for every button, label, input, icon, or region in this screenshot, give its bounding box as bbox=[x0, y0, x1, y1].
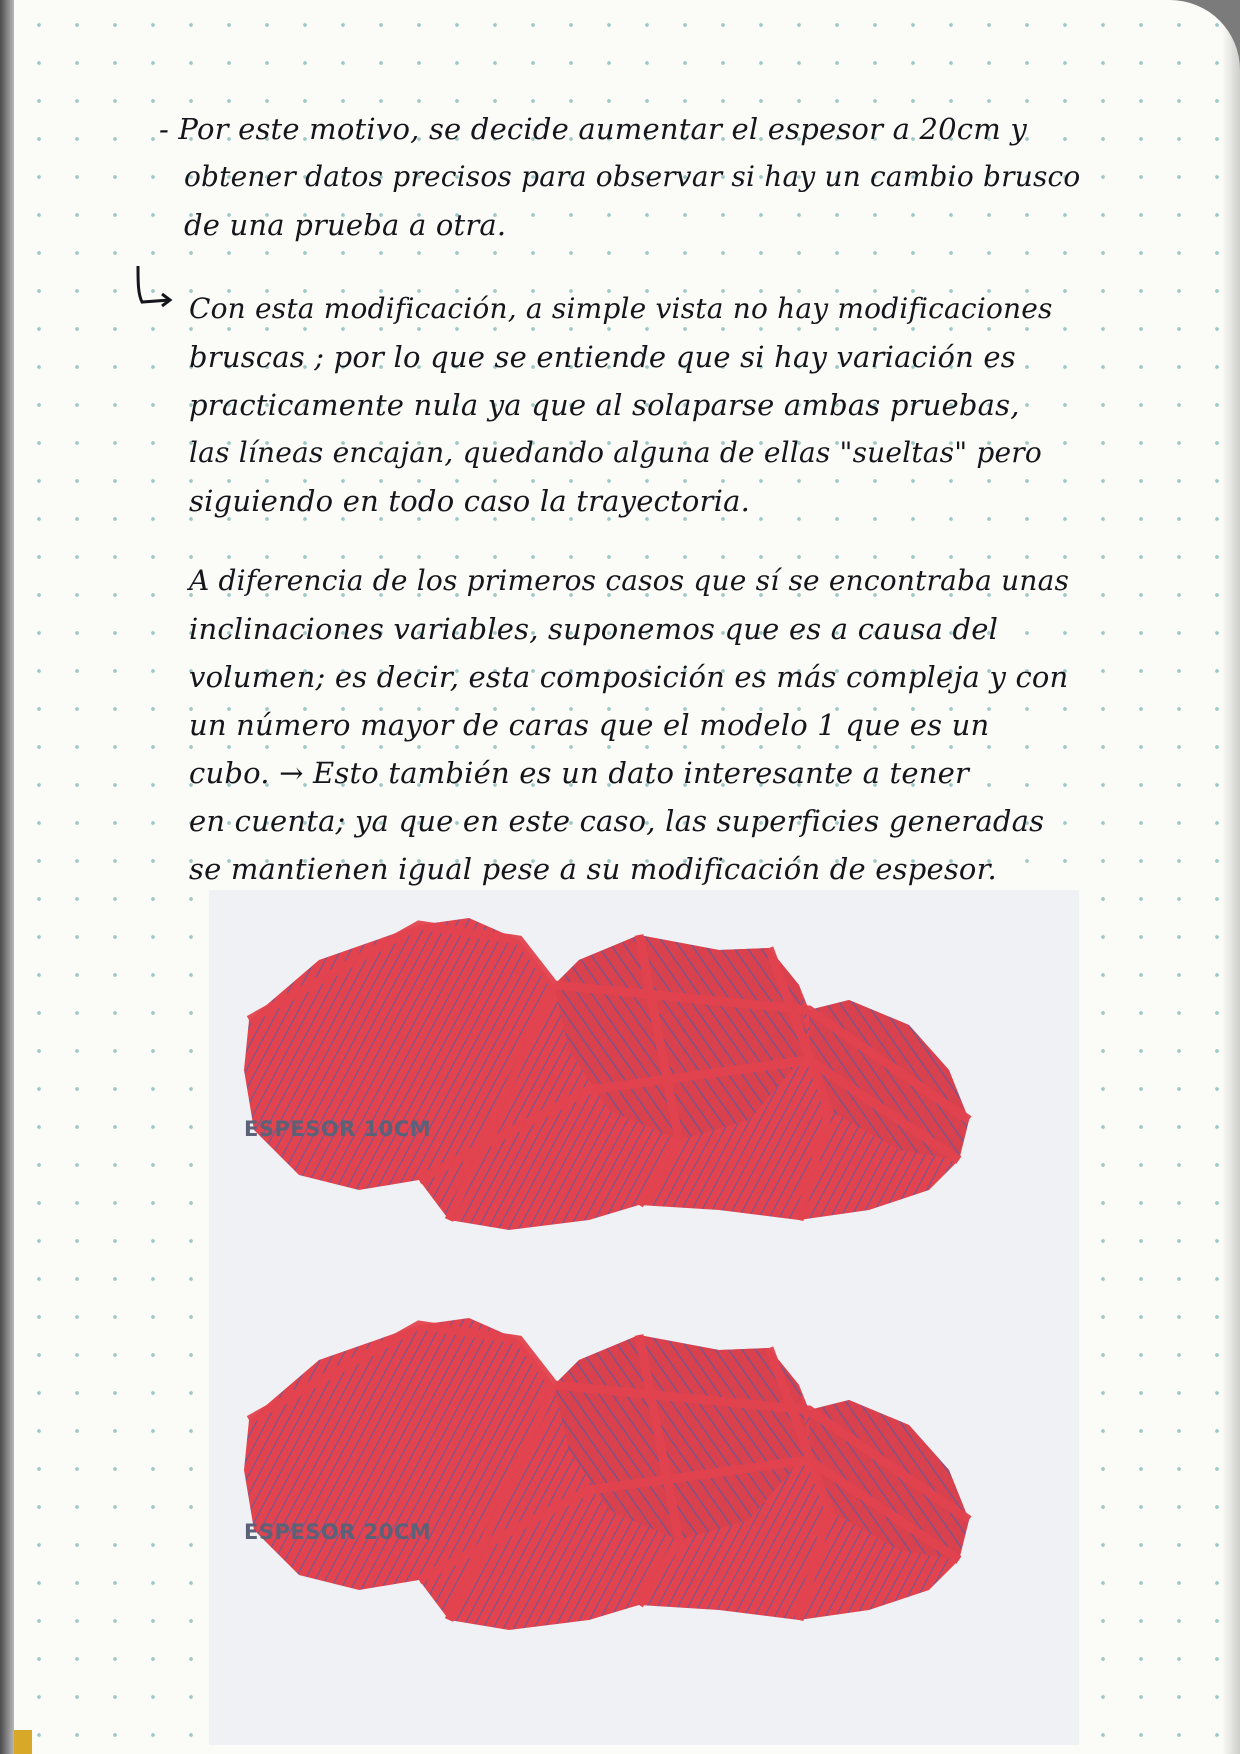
model-render-10cm bbox=[209, 890, 1079, 1310]
note-line: un número mayor de caras que el modelo 1 que es un bbox=[189, 708, 990, 742]
model-render-20cm bbox=[209, 1280, 1079, 1700]
note-line: Con esta modificación, a simple vista no hay modificaciones bbox=[189, 292, 1053, 325]
note-line: inclinaciones variables, suponemos que es a causa del bbox=[189, 612, 999, 646]
printed-figure bbox=[209, 890, 1079, 1745]
notebook-page bbox=[14, 0, 1240, 1754]
note-line: practicamente nula ya que al solaparse ambas pruebas, bbox=[189, 388, 1020, 422]
page-edge-shadow bbox=[1222, 0, 1240, 1754]
note-line: las líneas encajan, quedando alguna de ellas "sueltas" pero bbox=[189, 436, 1042, 469]
note-line: volumen; es decir, esta composición es más compleja y con bbox=[189, 660, 1069, 694]
note-line: obtener datos precisos para observar si hay un cambio brusco bbox=[184, 160, 1081, 193]
notebook-spine bbox=[0, 0, 14, 1754]
note-line: - Por este motivo, se decide aumentar el espesor a 20cm y bbox=[159, 112, 1027, 146]
note-line: siguiendo en todo caso la trayectoria. bbox=[189, 484, 750, 518]
figure-label-20cm: ESPESOR 20CM bbox=[244, 1520, 432, 1544]
note-line: cubo. → Esto también es un dato interesante a tener bbox=[189, 756, 970, 790]
note-line: en cuenta; ya que en este caso, las superficies generadas bbox=[189, 804, 1045, 838]
note-line: se mantienen igual pese a su modificación de espesor. bbox=[189, 852, 997, 886]
bookmark-tab bbox=[14, 1730, 32, 1754]
note-line: A diferencia de los primeros casos que sí se encontraba unas bbox=[189, 564, 1070, 597]
note-line: de una prueba a otra. bbox=[184, 208, 507, 242]
figure-label-10cm: ESPESOR 10CM bbox=[244, 1117, 432, 1141]
note-line: bruscas ; por lo que se entiende que si hay variación es bbox=[189, 340, 1016, 374]
arrow-bracket-icon bbox=[132, 262, 176, 310]
